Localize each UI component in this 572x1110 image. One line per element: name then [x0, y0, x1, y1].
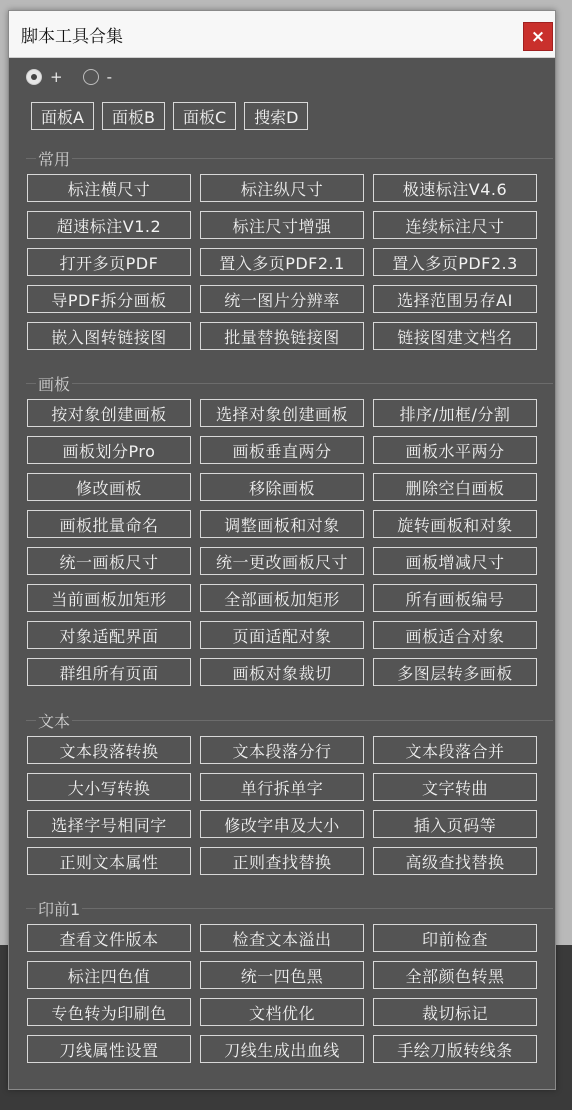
tool-button[interactable]: 标注纵尺寸: [200, 174, 364, 202]
radio-minus[interactable]: [83, 68, 112, 86]
tool-button[interactable]: 正则文本属性: [27, 847, 191, 875]
window-title: 脚本工具合集: [21, 27, 123, 47]
mode-radio-group: [26, 66, 132, 88]
section-text: [26, 712, 553, 872]
tool-button[interactable]: 页面适配对象: [200, 621, 364, 649]
tool-button[interactable]: 统一画板尺寸: [27, 547, 191, 575]
tool-button[interactable]: 导PDF拆分画板: [27, 285, 191, 313]
section-artboard: [26, 375, 553, 683]
tool-button[interactable]: 画板水平两分: [373, 436, 537, 464]
section-label: 印前1: [36, 897, 82, 920]
tool-button[interactable]: 删除空白画板: [373, 473, 537, 501]
tool-button[interactable]: 查看文件版本: [27, 924, 191, 952]
title-bar[interactable]: [9, 11, 555, 58]
tool-button[interactable]: 选择对象创建画板: [200, 399, 364, 427]
section-label: 文本: [36, 709, 72, 732]
section-label: 画板: [36, 372, 72, 395]
radio-checked-icon: [26, 69, 42, 85]
panel-tabs: [31, 102, 316, 130]
tool-button[interactable]: 修改字串及大小: [200, 810, 364, 838]
section-common: [26, 150, 553, 347]
tool-button[interactable]: 链接图建文档名: [373, 322, 537, 350]
tool-button[interactable]: 刀线生成出血线: [200, 1035, 364, 1063]
radio-plus[interactable]: [26, 68, 63, 86]
button-grid: [27, 924, 537, 1063]
tool-button[interactable]: 印前检查: [373, 924, 537, 952]
tool-button[interactable]: 打开多页PDF: [27, 248, 191, 276]
tool-button[interactable]: 选择范围另存AI: [373, 285, 537, 313]
section-label: 常用: [36, 147, 72, 170]
tool-button[interactable]: 文本段落合并: [373, 736, 537, 764]
tool-button[interactable]: 画板划分Pro: [27, 436, 191, 464]
tool-button[interactable]: 置入多页PDF2.1: [200, 248, 364, 276]
tool-button[interactable]: 高级查找替换: [373, 847, 537, 875]
tool-button[interactable]: 正则查找替换: [200, 847, 364, 875]
tool-button[interactable]: 移除画板: [200, 473, 364, 501]
tool-button[interactable]: 对象适配界面: [27, 621, 191, 649]
tab-panel-c[interactable]: 面板C: [173, 102, 236, 130]
tool-button[interactable]: 标注四色值: [27, 961, 191, 989]
tool-button[interactable]: 多图层转多画板: [373, 658, 537, 686]
section-prepress: [26, 900, 553, 1060]
tool-button[interactable]: 文本段落转换: [27, 736, 191, 764]
tool-button[interactable]: 极速标注V4.6: [373, 174, 537, 202]
tab-search-d[interactable]: 搜索D: [244, 102, 308, 130]
tool-button[interactable]: 超速标注V1.2: [27, 211, 191, 239]
tool-button[interactable]: 旋转画板和对象: [373, 510, 537, 538]
radio-unchecked-icon: [83, 69, 99, 85]
tool-button[interactable]: 裁切标记: [373, 998, 537, 1026]
tool-button[interactable]: 画板适合对象: [373, 621, 537, 649]
close-icon: ×: [530, 26, 546, 47]
radio-plus-label: +: [50, 68, 63, 86]
tool-button[interactable]: 检查文本溢出: [200, 924, 364, 952]
script-tools-panel: [8, 10, 556, 1090]
button-grid: [27, 736, 537, 875]
tool-button[interactable]: 画板批量命名: [27, 510, 191, 538]
tool-button[interactable]: 标注尺寸增强: [200, 211, 364, 239]
tool-button[interactable]: 所有画板编号: [373, 584, 537, 612]
tool-button[interactable]: 调整画板和对象: [200, 510, 364, 538]
tool-button[interactable]: 群组所有页面: [27, 658, 191, 686]
tool-button[interactable]: 文本段落分行: [200, 736, 364, 764]
tool-button[interactable]: 文档优化: [200, 998, 364, 1026]
button-grid: [27, 399, 537, 686]
tool-button[interactable]: 修改画板: [27, 473, 191, 501]
tool-button[interactable]: 统一图片分辨率: [200, 285, 364, 313]
tool-button[interactable]: 全部画板加矩形: [200, 584, 364, 612]
button-grid: [27, 174, 537, 350]
tool-button[interactable]: 标注横尺寸: [27, 174, 191, 202]
tab-panel-b[interactable]: 面板B: [102, 102, 165, 130]
tool-button[interactable]: 专色转为印刷色: [27, 998, 191, 1026]
tool-button[interactable]: 排序/加框/分割: [373, 399, 537, 427]
tool-button[interactable]: 画板增减尺寸: [373, 547, 537, 575]
tool-button[interactable]: 文字转曲: [373, 773, 537, 801]
tool-button[interactable]: 单行拆单字: [200, 773, 364, 801]
tool-button[interactable]: 刀线属性设置: [27, 1035, 191, 1063]
tool-button[interactable]: 按对象创建画板: [27, 399, 191, 427]
tool-button[interactable]: 当前画板加矩形: [27, 584, 191, 612]
tool-button[interactable]: 统一四色黑: [200, 961, 364, 989]
close-button[interactable]: [523, 22, 553, 51]
tool-button[interactable]: 批量替换链接图: [200, 322, 364, 350]
tool-button[interactable]: 画板垂直两分: [200, 436, 364, 464]
tool-button[interactable]: 统一更改画板尺寸: [200, 547, 364, 575]
tool-button[interactable]: 插入页码等: [373, 810, 537, 838]
tool-button[interactable]: 置入多页PDF2.3: [373, 248, 537, 276]
tab-panel-a[interactable]: 面板A: [31, 102, 94, 130]
tool-button[interactable]: 全部颜色转黑: [373, 961, 537, 989]
tool-button[interactable]: 连续标注尺寸: [373, 211, 537, 239]
tool-button[interactable]: 画板对象裁切: [200, 658, 364, 686]
radio-minus-label: -: [106, 68, 112, 86]
tool-button[interactable]: 手绘刀版转线条: [373, 1035, 537, 1063]
tool-button[interactable]: 嵌入图转链接图: [27, 322, 191, 350]
tool-button[interactable]: 大小写转换: [27, 773, 191, 801]
tool-button[interactable]: 选择字号相同字: [27, 810, 191, 838]
